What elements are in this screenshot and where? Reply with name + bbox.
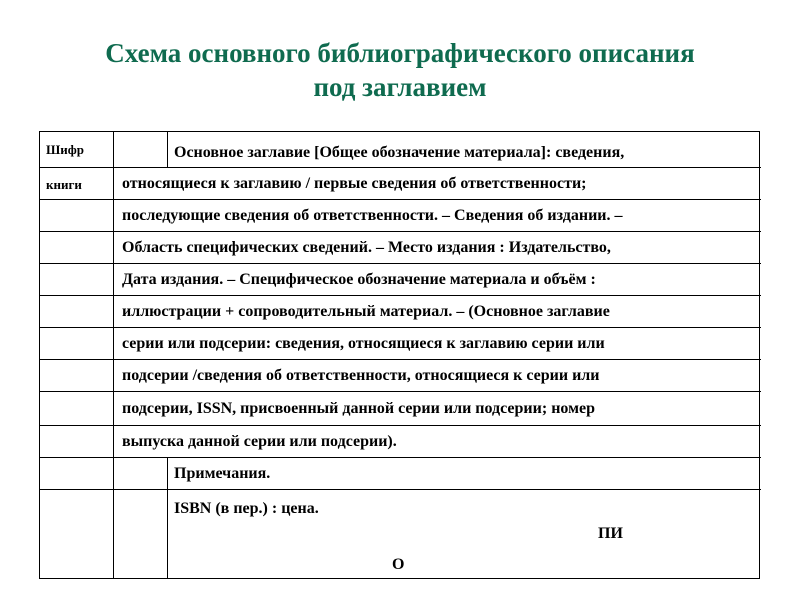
shifr-label: Шифр bbox=[46, 142, 84, 157]
card-line: выпуска данной серии или подсерии). bbox=[122, 433, 397, 450]
page-title bbox=[0, 36, 800, 104]
card-line: подсерии, ISSN, присвоенный данной серии или подсерии; номер bbox=[122, 400, 596, 417]
card-line: иллюстрации + сопроводительный материал. – (Основное заглавие bbox=[122, 303, 610, 320]
marker-o: О bbox=[392, 556, 405, 573]
card-line: подсерии /сведения об ответственности, относящиеся к серии или bbox=[122, 367, 600, 384]
card-line: Область специфических сведений. – Место издания : Издательство, bbox=[122, 239, 611, 256]
card-line: Дата издания. – Специфическое обозначение материала и объём : bbox=[122, 271, 596, 288]
title-line-1: Схема основного библиографического описания bbox=[105, 38, 695, 68]
marker-pi: ПИ bbox=[598, 525, 623, 542]
title-line-2: под заглавием bbox=[313, 72, 487, 102]
isbn-line: ISBN (в пер.) : цена. bbox=[174, 500, 319, 517]
card-line: последующие сведения об ответственности. – Сведения об издании. – bbox=[122, 207, 623, 224]
card-line: серии или подсерии: сведения, относящиеся к заглавию серии или bbox=[122, 335, 605, 352]
card-line: Основное заглавие [Общее обозначение материала]: сведения, bbox=[174, 144, 625, 161]
notes-line: Примечания. bbox=[174, 465, 271, 482]
card-line: относящиеся к заглавию / первые сведения об ответственности; bbox=[122, 175, 587, 192]
book-label: книги bbox=[46, 177, 82, 192]
catalog-card bbox=[39, 131, 760, 579]
